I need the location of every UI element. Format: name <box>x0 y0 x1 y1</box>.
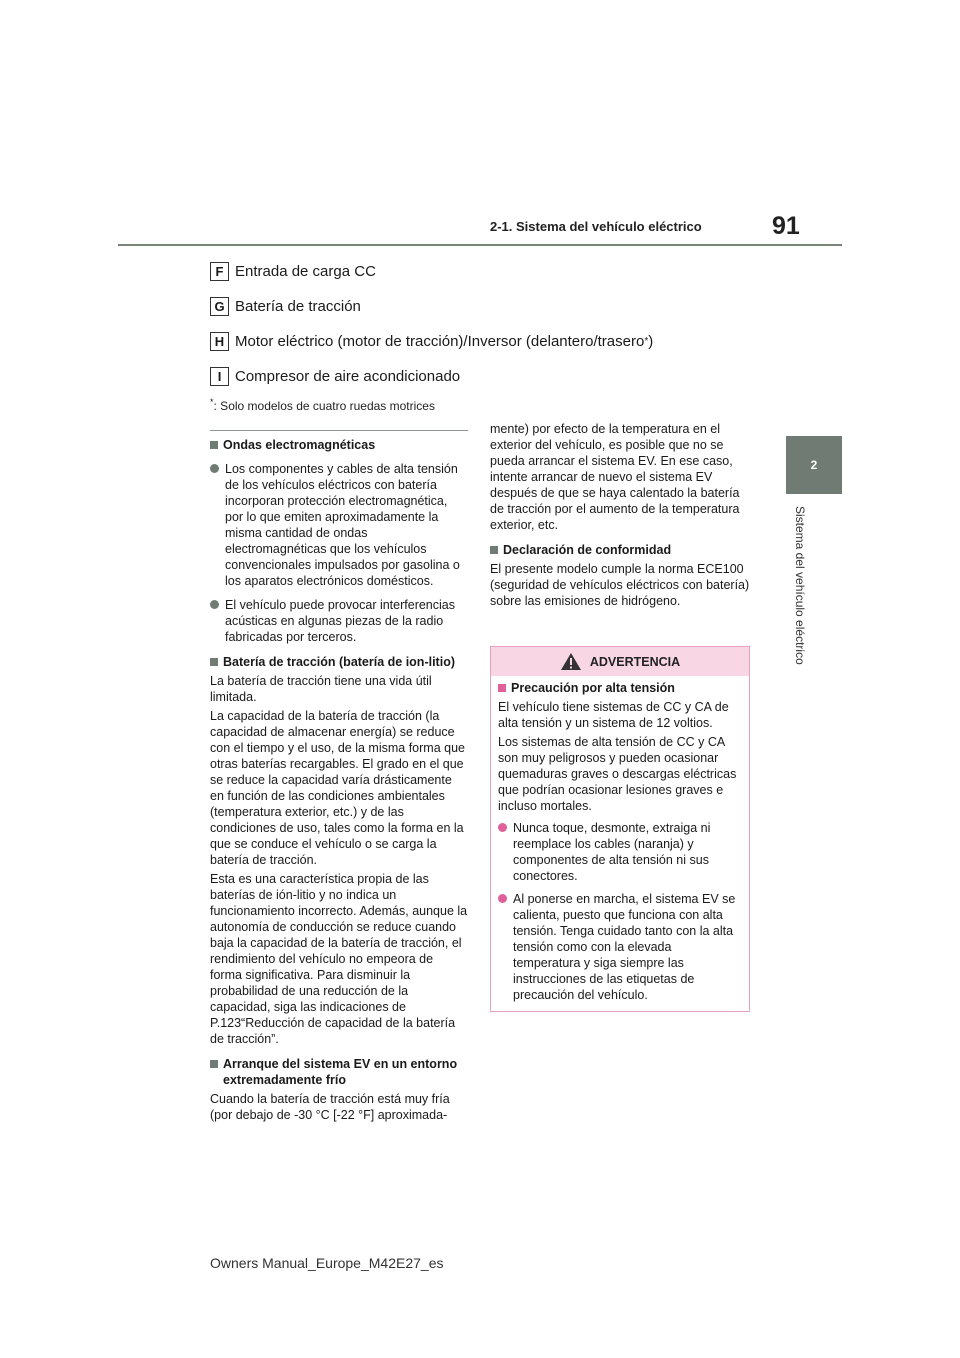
heading-text: Ondas electromagnéticas <box>223 438 376 452</box>
round-bullet-icon <box>210 600 219 609</box>
square-bullet-icon <box>210 658 218 666</box>
square-bullet-icon <box>210 441 218 449</box>
square-bullet-icon <box>498 684 506 692</box>
bullet-text: Los componentes y cables de alta tensión de los vehículos eléctricos con batería incorporan protección electromagnética, por lo que emiten aproximadamente la misma cantidad de ondas electromagnéticas que los vehículos convencionales impulsados por gasolina o los aparatos electrónicos domésticos. <box>225 462 460 588</box>
paragraph: El presente modelo cumple la norma ECE100 (seguridad de vehículos eléctricos con batería) sobre las emisiones de hidrógeno. <box>490 562 750 608</box>
warning-header <box>491 647 749 676</box>
footnote-mark: * <box>644 335 649 347</box>
right-column <box>490 421 750 609</box>
bullet-text: Nunca toque, desmonte, extraiga ni reemplace los cables (naranja) y componentes de alta tensión ni sus conectores. <box>513 821 711 883</box>
chapter-title: Sistema del vehículo eléctrico <box>793 506 807 665</box>
left-column <box>210 437 468 1123</box>
round-bullet-icon <box>210 464 219 473</box>
item-row-i <box>210 366 460 386</box>
heading-text: Arranque del sistema EV en un entorno extremadamente frío <box>223 1057 458 1087</box>
heading-text: Declaración de conformidad <box>503 543 672 557</box>
chapter-tab <box>786 436 842 494</box>
bullet-text: Al ponerse en marcha, el sistema EV se calienta, puesto que funciona con alta tensión. Tenga cuidado tanto con la alta tensión como con la elevada temperatura y siga siempre las instrucciones de las etiquetas de precaución del vehículo. <box>513 892 736 1002</box>
heading-bateria <box>210 654 468 670</box>
heading-ondas <box>210 437 468 453</box>
item-label: Entrada de carga CC <box>235 262 376 280</box>
heading-arranque <box>210 1056 468 1088</box>
paragraph: Los sistemas de alta tensión de CC y CA son muy peligrosos y pueden ocasionar quemaduras graves o descargas eléctricas que podrían ocasionar lesiones graves e incluso mortales. <box>498 735 737 813</box>
item-label: Compresor de aire acondicionado <box>235 367 461 385</box>
round-bullet-icon <box>498 894 507 903</box>
warning-triangle-icon <box>560 652 582 671</box>
footer-text: Owners Manual_Europe_M42E27_es <box>210 1255 444 1271</box>
footnote-mark: * <box>210 397 214 407</box>
item-key: H <box>210 332 229 351</box>
item-row-g <box>210 296 361 316</box>
item-label: Batería de tracción <box>235 297 361 315</box>
page-number: 91 <box>772 212 800 240</box>
warning-title: ADVERTENCIA <box>589 654 681 669</box>
paragraph: La capacidad de la batería de tracción (la capacidad de almacenar energía) se reduce con el tiempo y el uso, de la misma forma que otras baterías recargables. El grado en el que se reduce la capacidad varía drásticamente en función de las condiciones ambientales (temperatura exterior, etc.) y de las condiciones de uso, tales como la forma en la que se conduce el vehículo o se carga la batería de tracción. <box>210 709 465 867</box>
paragraph: La batería de tracción tiene una vida útil limitada. <box>210 674 432 704</box>
item-row-h <box>210 331 653 351</box>
item-label-tail: ) <box>648 332 654 350</box>
paragraph: Cuando la batería de tracción está muy fría (por debajo de -30 °C [-22 °F] aproximada- <box>210 1092 450 1122</box>
bullet-item <box>210 597 468 645</box>
bullet-text: El vehículo puede provocar interferencias acústicas en algunas piezas de la radio fabricadas por terceros. <box>225 598 455 644</box>
item-row-f <box>210 261 376 281</box>
bullet-item <box>498 891 742 1003</box>
heading-text: Precaución por alta tensión <box>511 681 675 695</box>
item-label: Motor eléctrico (motor de tracción)/Inversor (delantero/trasero <box>235 332 645 350</box>
item-key: I <box>210 367 229 386</box>
square-bullet-icon <box>210 1060 218 1068</box>
paragraph: mente) por efecto de la temperatura en el exterior del vehículo, es posible que no se pueda arrancar el sistema EV. En ese caso, intente arrancar de nuevo el sistema EV después de que se haya calentado la batería de tracción por el aumento de la temperatura exterior, etc. <box>490 422 740 532</box>
bullet-item <box>210 461 468 589</box>
paragraph: Esta es una característica propia de las baterías de ión-litio y no indica un funcionamiento incorrecto. Además, aunque la autonomía de conducción se reduce cuando baja la capacidad de la batería de tracción, el rendimiento del vehículo no empeora de forma significativa. Para disminuir la probabilidad de una reducción de la capacidad, siga las indicaciones de P.123“Reducción de capacidad de la batería de tracción”. <box>210 872 468 1046</box>
heading-declaracion <box>490 542 750 558</box>
item-key: F <box>210 262 229 281</box>
item-key: G <box>210 297 229 316</box>
square-bullet-icon <box>490 546 498 554</box>
footnote-text: : Solo modelos de cuatro ruedas motrices <box>213 399 435 413</box>
section-title: 2-1. Sistema del vehículo eléctrico <box>490 219 702 234</box>
warning-content <box>498 680 742 1003</box>
heading-text: Batería de tracción (batería de ion-litio) <box>223 655 455 669</box>
paragraph: El vehículo tiene sistemas de CC y CA de alta tensión y un sistema de 12 voltios. <box>498 700 729 730</box>
heading-precaucion <box>498 680 742 696</box>
footnote <box>210 397 435 413</box>
bullet-item <box>498 820 742 884</box>
round-bullet-icon <box>498 823 507 832</box>
chapter-number: 2 <box>810 458 818 472</box>
column-divider <box>210 430 468 431</box>
header-divider <box>118 244 842 246</box>
